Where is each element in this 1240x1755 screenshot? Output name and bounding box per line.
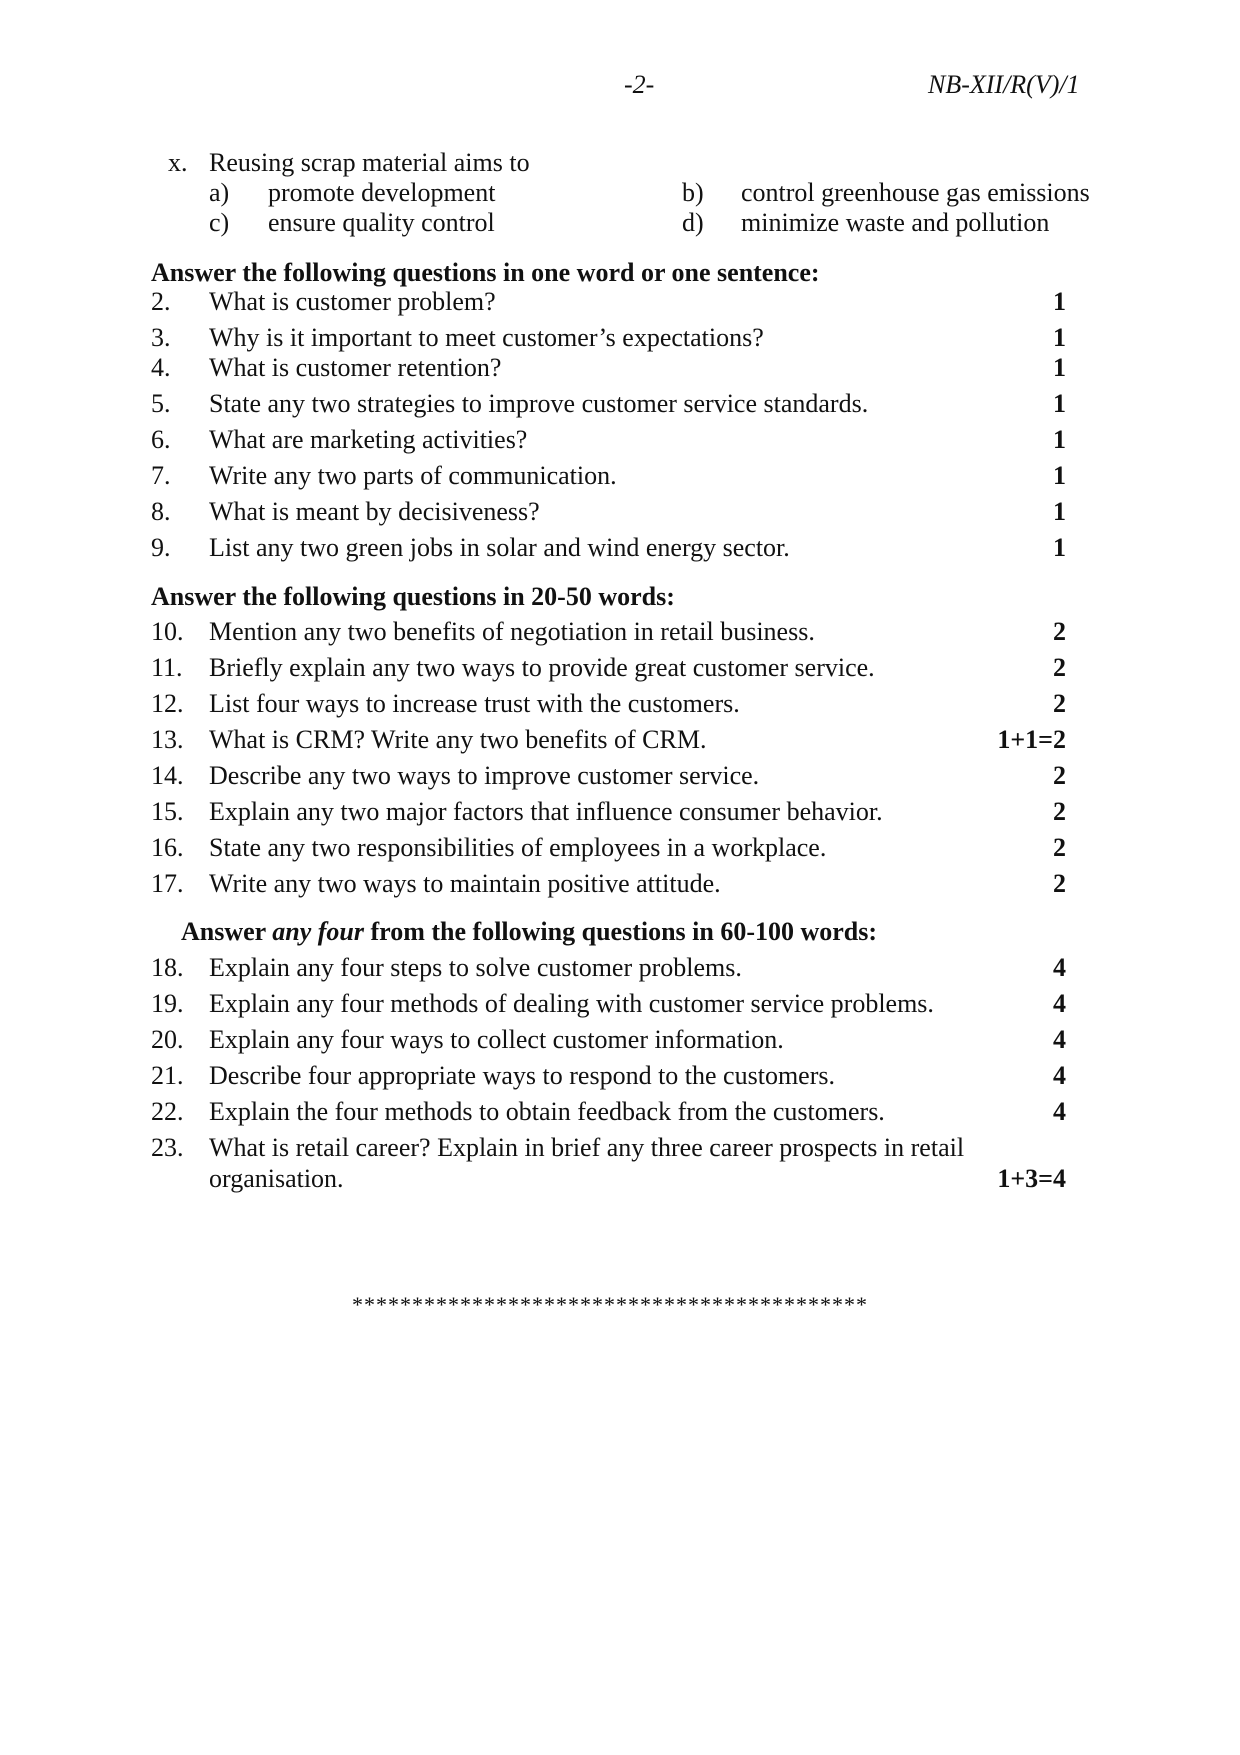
question-text: Mention any two benefits of negotiation in retail business. <box>209 617 815 646</box>
end-of-paper-stars: ******************************************* <box>352 1292 868 1317</box>
question-marks: 1+1=2 <box>997 725 1066 754</box>
question-text: State any two responsibilities of employees in a workplace. <box>209 833 827 862</box>
option-text: minimize waste and pollution <box>741 208 1050 237</box>
question-marks: 1 <box>1053 353 1066 382</box>
question-number: 2. <box>151 287 171 316</box>
question-marks: 4 <box>1053 1025 1066 1054</box>
question-number: 10. <box>151 617 184 646</box>
question-number: 21. <box>151 1061 184 1090</box>
mcq-number: x. <box>168 148 188 177</box>
question-text: List any two green jobs in solar and wind energy sector. <box>209 533 790 562</box>
question-number: 5. <box>151 389 171 418</box>
question-text: Write any two ways to maintain positive attitude. <box>209 869 721 898</box>
question-marks: 4 <box>1053 953 1066 982</box>
question-number: 16. <box>151 833 184 862</box>
question-text: What is CRM? Write any two benefits of CRM. <box>209 725 707 754</box>
question-marks: 1 <box>1053 287 1066 316</box>
question-number: 19. <box>151 989 184 1018</box>
option-label: b) <box>682 178 704 207</box>
section-d-heading-emphasis: any four <box>272 917 364 946</box>
question-text: Explain any four steps to solve customer problems. <box>209 953 742 982</box>
question-marks: 1 <box>1053 461 1066 490</box>
question-text: List four ways to increase trust with the customers. <box>209 689 740 718</box>
question-text: State any two strategies to improve customer service standards. <box>209 389 869 418</box>
question-marks: 4 <box>1053 989 1066 1018</box>
question-number: 12. <box>151 689 184 718</box>
question-marks: 1 <box>1053 533 1066 562</box>
question-marks: 1 <box>1053 497 1066 526</box>
question-marks: 2 <box>1053 761 1066 790</box>
question-marks: 1+3=4 <box>997 1164 1066 1193</box>
question-number: 6. <box>151 425 171 454</box>
option-text: ensure quality control <box>268 208 495 237</box>
question-marks: 2 <box>1053 653 1066 682</box>
option-label: d) <box>682 208 704 237</box>
question-text: What is customer retention? <box>209 353 502 382</box>
question-marks: 2 <box>1053 617 1066 646</box>
question-marks: 2 <box>1053 833 1066 862</box>
question-number: 8. <box>151 497 171 526</box>
question-text: What is retail career? Explain in brief any three career prospects in retail <box>209 1133 965 1162</box>
question-marks: 1 <box>1053 425 1066 454</box>
section-d-heading-post: from the following questions in 60-100 words: <box>364 917 878 946</box>
question-text-continued: organisation. <box>209 1164 344 1193</box>
question-number: 20. <box>151 1025 184 1054</box>
question-number: 22. <box>151 1097 184 1126</box>
question-number: 7. <box>151 461 171 490</box>
option-label: a) <box>209 178 230 207</box>
question-number: 4. <box>151 353 171 382</box>
question-text: Why is it important to meet customer’s expectations? <box>209 323 764 352</box>
section-c-heading: Answer the following questions in 20-50 words: <box>151 582 675 611</box>
question-text: Explain any four ways to collect customer information. <box>209 1025 784 1054</box>
question-text: Describe any two ways to improve customer service. <box>209 761 760 790</box>
question-text: Explain any two major factors that influence consumer behavior. <box>209 797 883 826</box>
question-text: What are marketing activities? <box>209 425 528 454</box>
question-number: 23. <box>151 1133 184 1162</box>
question-marks: 2 <box>1053 869 1066 898</box>
question-number: 17. <box>151 869 184 898</box>
question-text: Explain any four methods of dealing with customer service problems. <box>209 989 934 1018</box>
question-text: Describe four appropriate ways to respond to the customers. <box>209 1061 835 1090</box>
question-number: 9. <box>151 533 171 562</box>
question-marks: 1 <box>1053 323 1066 352</box>
question-text: Briefly explain any two ways to provide great customer service. <box>209 653 875 682</box>
question-marks: 2 <box>1053 797 1066 826</box>
question-number: 3. <box>151 323 171 352</box>
option-text: promote development <box>268 178 496 207</box>
mcq-question: Reusing scrap material aims to <box>209 148 530 177</box>
section-b-heading: Answer the following questions in one word or one sentence: <box>151 258 820 287</box>
question-number: 13. <box>151 725 184 754</box>
section-d-heading <box>181 917 877 947</box>
question-number: 11. <box>151 653 183 682</box>
question-marks: 1 <box>1053 389 1066 418</box>
question-number: 15. <box>151 797 184 826</box>
question-text: What is customer problem? <box>209 287 496 316</box>
question-marks: 4 <box>1053 1061 1066 1090</box>
question-number: 14. <box>151 761 184 790</box>
question-marks: 4 <box>1053 1097 1066 1126</box>
paper-code: NB-XII/R(V)/1 <box>928 70 1080 99</box>
question-marks: 2 <box>1053 689 1066 718</box>
question-text: Explain the four methods to obtain feedback from the customers. <box>209 1097 885 1126</box>
option-text: control greenhouse gas emissions <box>741 178 1090 207</box>
page-number: -2- <box>624 70 655 99</box>
question-text: What is meant by decisiveness? <box>209 497 540 526</box>
question-number: 18. <box>151 953 184 982</box>
option-label: c) <box>209 208 230 237</box>
question-text: Write any two parts of communication. <box>209 461 617 490</box>
section-d-heading-pre: Answer <box>181 917 273 946</box>
